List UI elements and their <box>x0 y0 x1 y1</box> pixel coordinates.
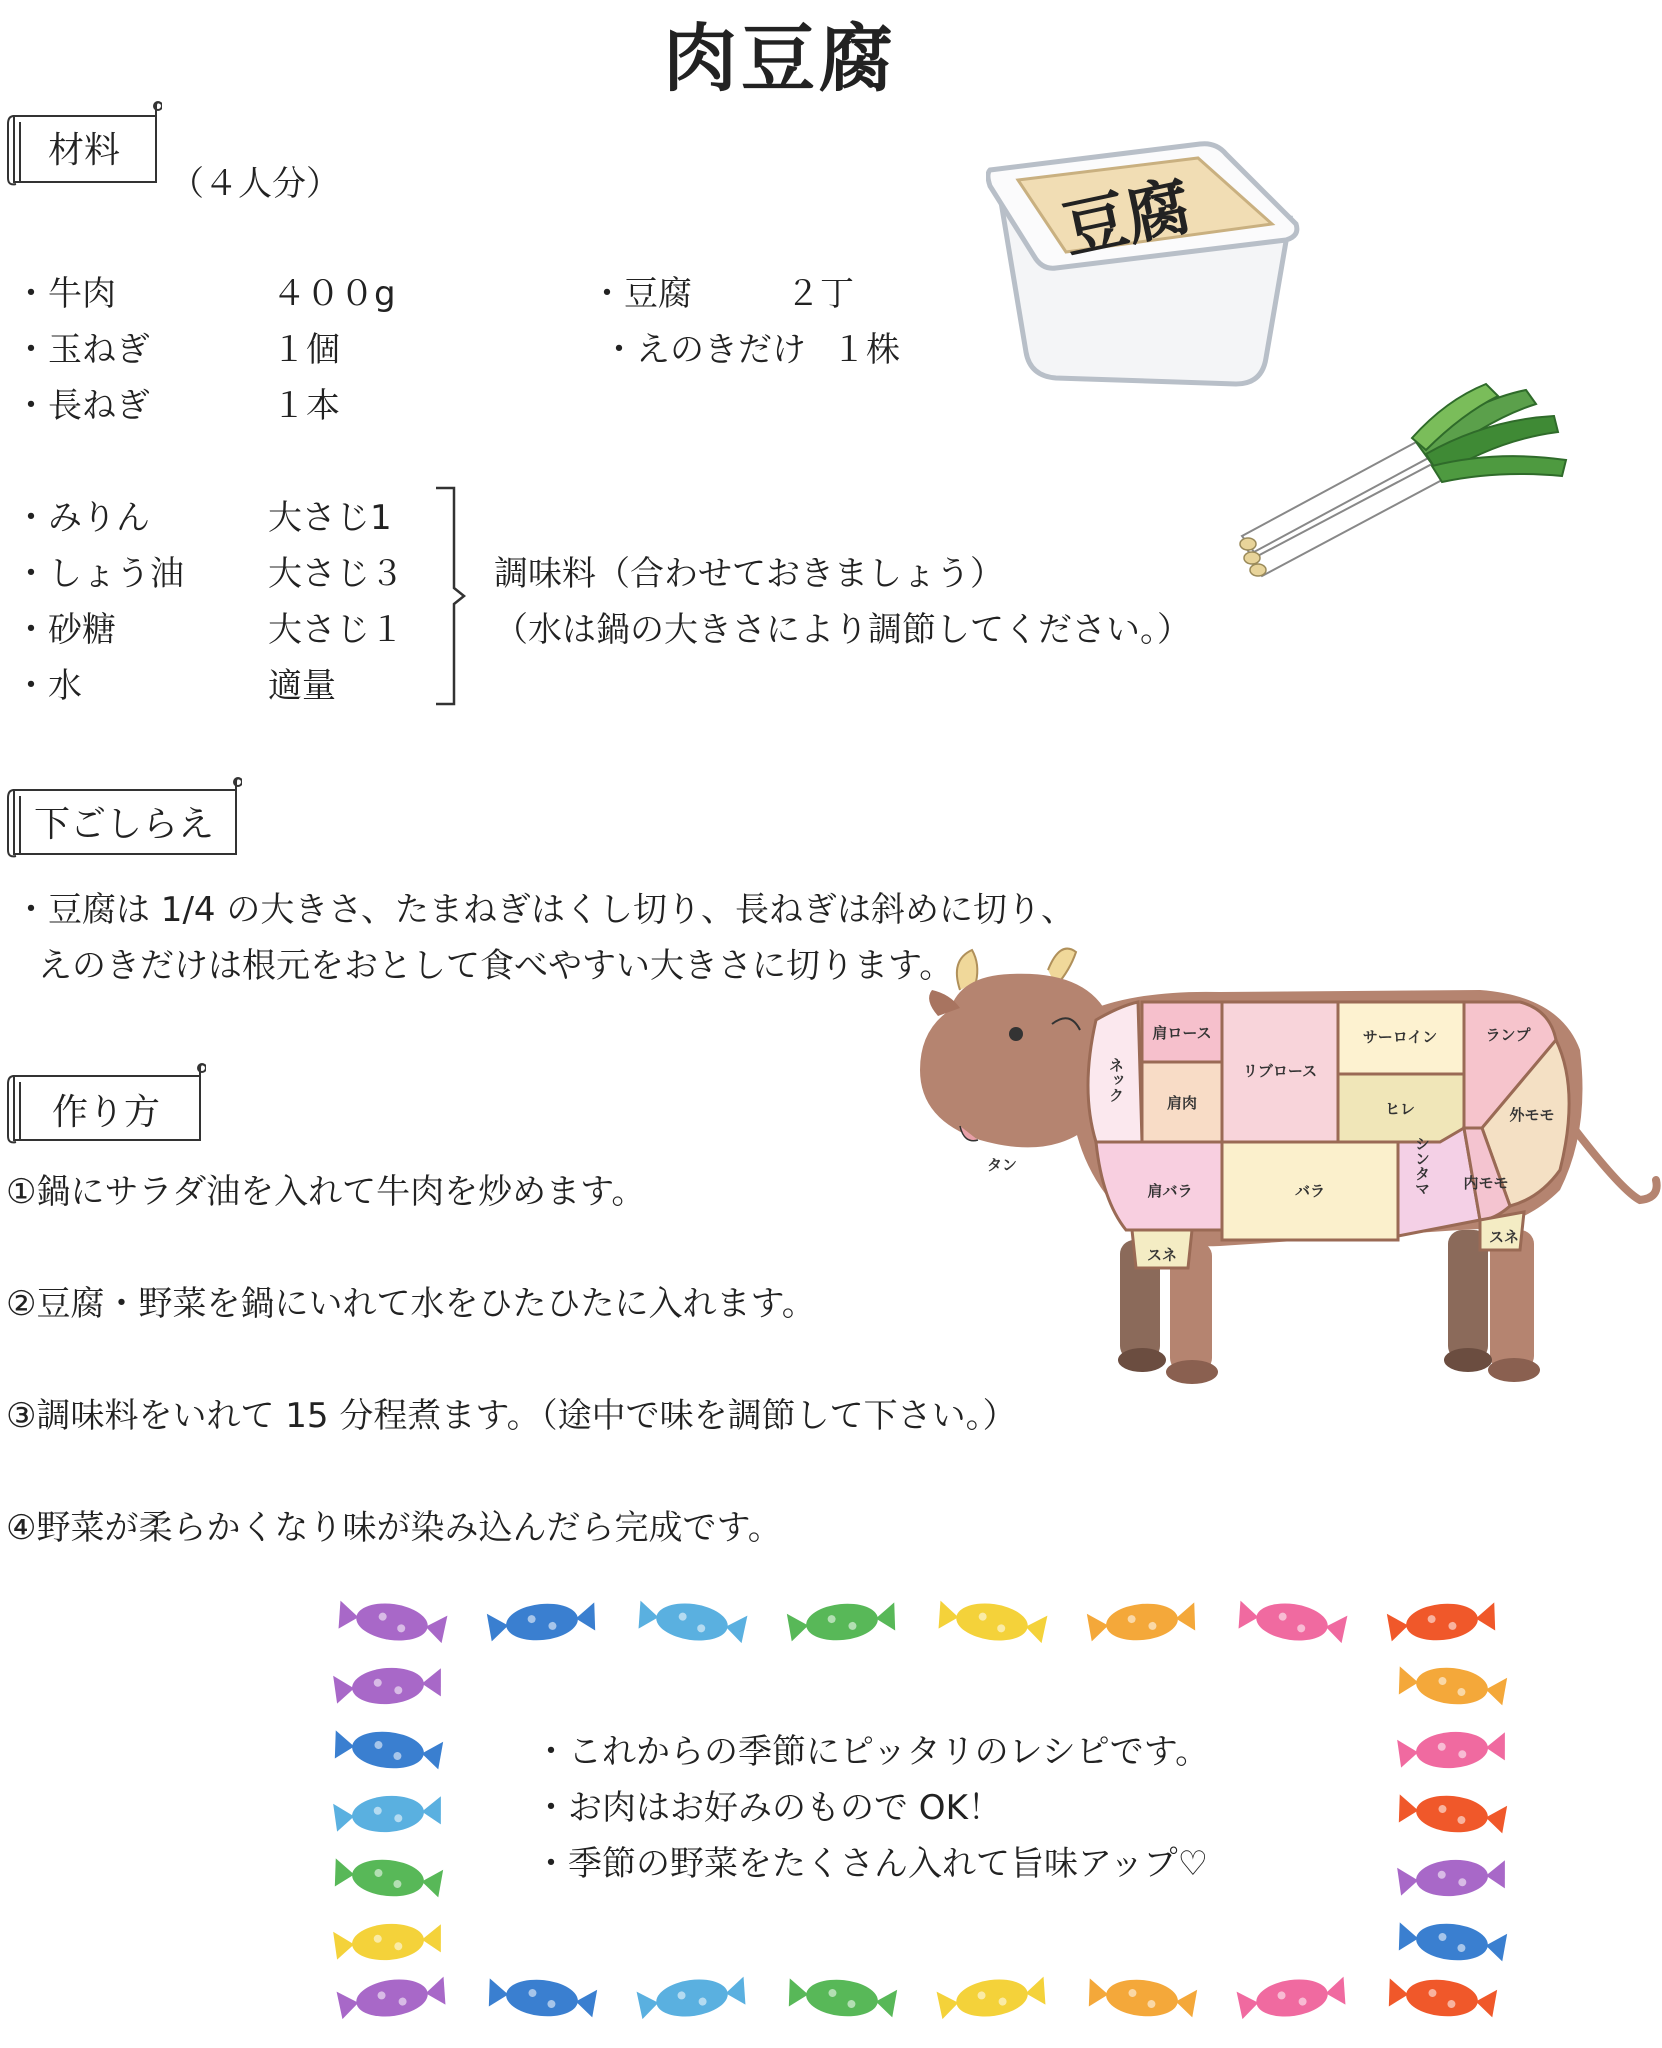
cut-label-chuck-roll: 肩ロース <box>1152 1024 1212 1042</box>
ingredient-name: ・玉ねぎ <box>14 330 150 370</box>
candy-icon <box>333 1792 443 1835</box>
candy-icon <box>1086 1974 1197 2021</box>
candy-icon <box>1236 1597 1348 1648</box>
cut-label-front-shank: スネ <box>1146 1246 1178 1264</box>
seasoning-amount: 適量 <box>268 666 336 706</box>
ingredients-heading-label: 材料 <box>47 130 120 171</box>
cut-label-brisket: 肩バラ <box>1147 1182 1193 1200</box>
prep-heading-label: 下ごしらえ <box>33 804 214 845</box>
ingredient-amount: ４００g <box>272 274 396 314</box>
ingredients-heading <box>6 98 162 186</box>
cut-label-outside-round: 外モモ <box>1509 1106 1555 1124</box>
ingredient-name: ・長ねぎ <box>14 386 150 426</box>
seasoning-water-note: （水は鍋の大きさにより調節してください。） <box>494 610 1191 650</box>
method-step: ③調味料をいれて 15 分程煮ます。（途中で味を調節して下さい。） <box>6 1396 1017 1436</box>
prep-text-line: えのきだけは根元をおとして食べやすい大きさに切ります。 <box>38 946 954 986</box>
method-heading <box>6 1060 206 1144</box>
candy-icon <box>936 1973 1048 2024</box>
method-step: ④野菜が柔らかくなり味が染み込んだら完成です。 <box>6 1508 782 1548</box>
seasoning-note: 調味料（合わせておきましょう） <box>494 554 1004 594</box>
candy-icon <box>336 1973 448 2024</box>
green-onion-icon <box>1236 380 1576 586</box>
ingredient-amount: １株 <box>832 330 900 370</box>
candy-icon <box>1397 1856 1507 1899</box>
candy-icon <box>636 1597 748 1648</box>
tofu-package-label: 豆腐 <box>1056 169 1198 269</box>
cut-label-tenderloin: ヒレ <box>1384 1100 1416 1118</box>
seasoning-amount: 大さじ３ <box>268 554 404 594</box>
tofu-package-icon <box>986 114 1306 394</box>
candy-icon <box>332 1854 443 1901</box>
servings-text: （４人分） <box>170 164 340 204</box>
cut-label-rump: ランプ <box>1485 1026 1531 1044</box>
cut-label-inside-round: 内モモ <box>1463 1174 1509 1192</box>
candy-icon <box>1397 1728 1507 1771</box>
candy-icon <box>333 1664 443 1707</box>
candy-icon <box>1386 1974 1497 2021</box>
cut-label-hind-shank: スネ <box>1488 1228 1520 1246</box>
cow-head-icon <box>920 949 1113 1148</box>
candy-icon <box>486 1974 597 2021</box>
ingredient-name: ・牛肉 <box>14 274 116 314</box>
candy-icon <box>786 1974 897 2021</box>
candy-icon <box>636 1973 748 2024</box>
candy-icon <box>486 1598 597 1645</box>
seasoning-amount: 大さじ1 <box>268 498 392 538</box>
ingredient-name: ・えのきだけ <box>602 330 806 370</box>
cut-label-rib-roast: リブロース <box>1242 1062 1318 1080</box>
seasoning-name: ・しょう油 <box>14 554 184 594</box>
candy-icon <box>332 1726 443 1773</box>
cut-label-neck: ネック <box>1107 1057 1125 1103</box>
method-heading-label: 作り方 <box>51 1092 160 1133</box>
candy-icon <box>1086 1598 1197 1645</box>
candy-icon <box>1396 1662 1507 1709</box>
seasoning-name: ・水 <box>14 666 82 706</box>
cut-label-plate: バラ <box>1294 1182 1326 1200</box>
method-step: ①鍋にサラダ油を入れて牛肉を炒めます。 <box>6 1172 646 1212</box>
ingredient-amount: １個 <box>272 330 340 370</box>
prep-heading <box>6 776 242 858</box>
cut-label-knuckle: シンタマ <box>1413 1136 1431 1196</box>
cut-label-tongue: タン <box>986 1156 1018 1174</box>
candy-icon <box>1396 1790 1507 1837</box>
seasoning-bracket-icon <box>430 484 470 708</box>
note-line: ・季節の野菜をたくさん入れて旨味アップ♡ <box>534 1844 1209 1884</box>
cut-label-shoulder: 肩肉 <box>1166 1094 1198 1112</box>
note-line: ・これからの季節にピッタリのレシピです。 <box>534 1732 1210 1772</box>
candy-icon <box>336 1597 448 1648</box>
prep-text-line: ・豆腐は 1/4 の大きさ、たまねぎはくし切り、長ねぎは斜めに切り、 <box>14 890 1075 930</box>
candy-icon <box>1236 1973 1348 2024</box>
ingredient-amount: １本 <box>272 386 340 426</box>
cut-label-sirloin: サーロイン <box>1362 1028 1438 1046</box>
seasoning-amount: 大さじ１ <box>268 610 404 650</box>
candy-icon <box>936 1597 1048 1648</box>
page-title: 肉豆腐 <box>663 16 897 102</box>
candy-icon <box>333 1920 443 1963</box>
candy-icon <box>1386 1598 1497 1645</box>
candy-icon <box>786 1598 897 1645</box>
ingredient-amount: ２丁 <box>786 274 854 314</box>
seasoning-name: ・みりん <box>14 498 150 538</box>
beef-cuts-diagram <box>920 930 1662 1384</box>
candy-icon <box>1396 1918 1507 1965</box>
ingredient-name: ・豆腐 <box>590 274 692 314</box>
method-step: ②豆腐・野菜を鍋にいれて水をひたひたに入れます。 <box>6 1284 816 1324</box>
note-line: ・お肉はお好みのもので OK！ <box>534 1788 1002 1828</box>
seasoning-name: ・砂糖 <box>14 610 116 650</box>
